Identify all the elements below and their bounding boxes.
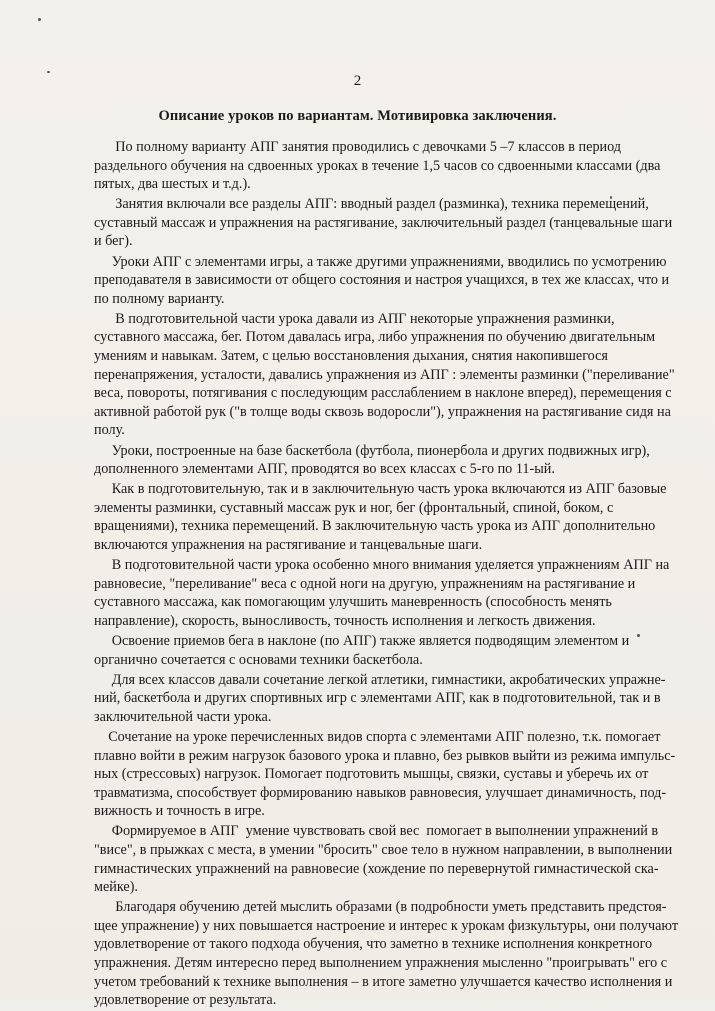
text-line: дополненного элементами АПГ, проводятся во всех классах с 5-го по 11-ый. — [94, 461, 555, 478]
text-line: Уроки АПГ с элементами игры, а также другими упражнениями, вводились по усмотрению — [94, 253, 667, 270]
text-line: равновесие, "переливание" веса с одной ноги на другую, упражнениям на растягивание и — [94, 575, 636, 592]
text-line: суставного массажа, бег. Потом давалась игра, либо упражнения по обучению двигательным — [94, 329, 656, 346]
text-line: Сочетание на уроке перечисленных видов спорта с элементами АПГ полезно, т.к. помогает — [94, 728, 661, 745]
text-line: Уроки, построенные на базе баскетбола (футбола, пионербола и других подвижных игр), — [94, 442, 650, 459]
text-line: Формируемое в АПГ умение чувствовать свой вес помогает в выполнении упражнений в — [94, 823, 659, 840]
paragraph — [94, 728, 682, 821]
paragraph — [94, 310, 682, 440]
text-line: по полному варианту. — [94, 290, 225, 307]
text-line: органично сочетается с основами техники баскетбола. — [94, 651, 423, 668]
text-line: умениям и навыкам. Затем, с целью восстановления дыхания, снятия накопившегося — [94, 348, 608, 365]
document-body — [94, 138, 682, 1011]
text-line: ных (стрессовых) нагрузок. Помогает подготовить мышцы, связки, суставы и уберечь их от — [94, 766, 649, 783]
text-line: Для всех классов давали сочетание легкой атлетики, гимнастики, акробатических упражне- — [94, 671, 666, 688]
text-line: суставный массаж и упражнения на растягивание, заключительный раздел (танцевальные шаги — [94, 214, 673, 231]
text-line: вижность и точность в игре. — [94, 803, 265, 820]
text-line: плавно войти в режим нагрузок базового урока и плавно, без рывков выйти из режима импульс- — [94, 747, 676, 764]
paragraph — [94, 442, 682, 479]
text-line: пятых, два шестых и т.д.). — [94, 176, 251, 193]
text-line: травматизма, способствует формированию навыков равновесия, улучшает динамичность, под- — [94, 784, 667, 801]
text-line: Как в подготовительную, так и в заключительную часть урока включаются из АПГ базовые — [94, 481, 667, 498]
text-line: перенапряжения, усталости, давались упражнения из АПГ : элементы разминки ("переливание" — [94, 366, 675, 383]
text-line: учетом требований к технике выполнения – в итоге заметно улучшается качество исполнения и — [94, 973, 673, 990]
text-line: веса, повороты, потягивания с последующим расслаблением в наклоне вперед), перемещения с — [94, 385, 672, 402]
text-line: включаются упражнения на растягивание и танцевальные шаги. — [94, 536, 483, 553]
text-line: "висе", в прыжках с места, в умении "бросить" свое тело в нужном направлении, в выполнении — [94, 841, 673, 858]
paragraph — [94, 480, 682, 554]
text-line: ний, баскетбола и других спортивных игр с элементами АПГ, как в подготовительной, так и в — [94, 690, 661, 707]
text-line: мейке). — [94, 879, 138, 896]
paragraph — [94, 632, 682, 669]
text-line: В подготовительной части урока давали из АПГ некоторые упражнения разминки, — [94, 310, 615, 327]
text-line: Благодаря обучению детей мыслить образами (в подробности уметь представить предстоя- — [94, 899, 667, 916]
text-line: щее упражнение) у них повышается настроение и интерес к урокам физкультуры, они получают — [94, 917, 679, 934]
scan-speck — [38, 18, 41, 21]
text-line: удовлетворение от результата. — [94, 992, 277, 1009]
text-line: элементы разминки, суставный массаж рук и ног, бег (фронтальный, спиной, боком, с — [94, 499, 614, 516]
text-line: и бег). — [94, 233, 133, 250]
text-line: упражнения. Детям интересно перед выполнением упражнения мысленно "проигрывать" его с — [94, 955, 668, 972]
page-number: 2 — [353, 73, 362, 89]
text-line: Занятия включали все разделы АПГ: вводный раздел (разминка), техника перемещений, — [94, 196, 649, 213]
text-line: Освоение приемов бега в наклоне (по АПГ) также является подводящим элементом и — [94, 632, 630, 649]
text-line: активной работой рук ("в толще воды сквозь водоросли"), упражнения на растягивание сидя на — [94, 403, 671, 420]
paragraph — [94, 138, 682, 194]
text-line: гимнастических упражнений на равновесие (хождение по перевернутой гимнастической ска- — [94, 860, 659, 877]
text-line: удовлетворение от такого подхода обучения, что заметно в технике исполнения конкретного — [94, 936, 653, 953]
paragraph — [94, 253, 682, 309]
text-line: полу. — [94, 422, 125, 439]
paragraph — [94, 195, 682, 251]
text-line: В подготовительной части урока особенно много внимания уделяется упражнениям АПГ на — [94, 557, 670, 574]
text-line: преподавателя в зависимости от общего состояния и настроя учащихся, в тех же классах, что и — [94, 272, 670, 289]
paragraph — [94, 671, 682, 727]
text-line: вращениями), техника перемещений. В заключительную часть урока из АПГ дополнительно — [94, 518, 656, 535]
paragraph — [94, 898, 682, 1010]
text-line: направление), скорость, выносливость, точность исполнения и легкость движения. — [94, 612, 596, 629]
text-line: раздельного обучения на сдвоенных уроках в течение 1,5 часов со сдвоенными классами (два — [94, 157, 661, 174]
text-line: По полному варианту АПГ занятия проводились с девочками 5 –7 классов в период — [94, 139, 622, 155]
page-title: Описание уроков по вариантам. Мотивировка заключения. — [158, 108, 557, 124]
text-line: заключительной части урока. — [94, 708, 272, 725]
text-line: суставного массажа, как помогающим улучшить маневренность (способность менять — [94, 594, 612, 611]
paragraph — [94, 822, 682, 896]
paragraph — [94, 556, 682, 630]
